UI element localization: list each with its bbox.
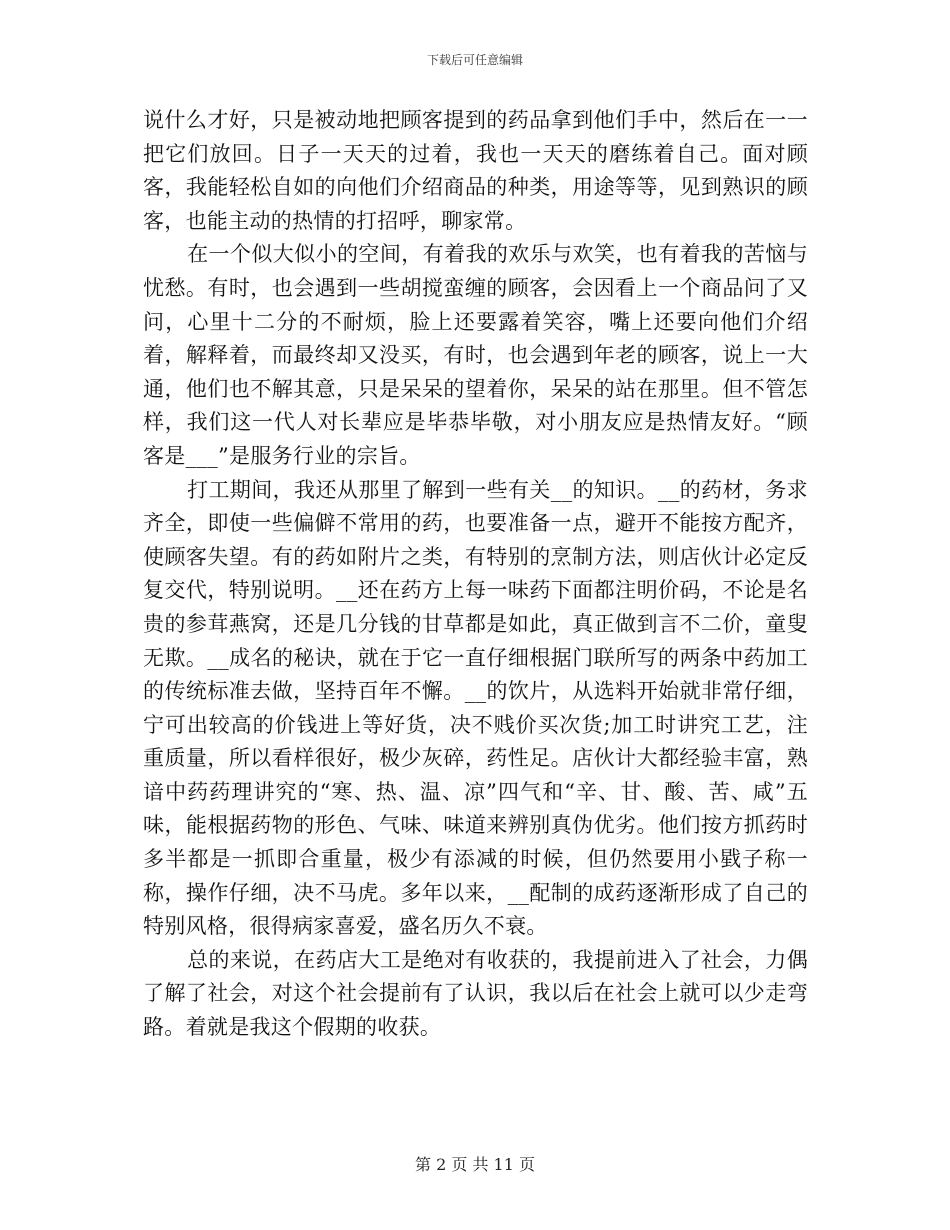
paragraph-2: 在一个似大似小的空间，有着我的欢乐与欢笑，也有着我的苦恼与忧愁。有时，也会遇到一些胡搅蛮缠的顾客，会因看上一个商品问了又问，心里十二分的不耐烦，脸上还要露着笑容，嘴上还要向他们介绍着，解释着，而最终却又没买，有时，也会遇到年老的顾客，说上一大通，他们也不解其意，只是呆呆的望着你，呆呆的站在那里。但不管怎样，我们这一代人对长辈应是毕恭毕敬，对小朋友应是热情友好。“顾客是___”是服务行业的宗旨。: [143, 242, 808, 468]
page-header: 下载后可任意编辑: [426, 53, 523, 67]
paragraph-4: 总的来说，在药店大工是绝对有收获的，我提前进入了社会，力偶了解了社会，对这个社会提前有了认识，我以后在社会上就可以少走弯路。着就是我这个假期的收获。: [143, 947, 808, 1040]
page-number: 第 2 页 共 11 页: [415, 1155, 535, 1174]
paragraph-1: 说什么才好，只是被动地把顾客提到的药品拿到他们手中，然后在一一把它们放回。日子一天天的过着，我也一天天的磨练着自己。面对顾客，我能轻松自如的向他们介绍商品的种类，用途等等，见到熟识的顾客，也能主动的热情的打招呼，聊家常。: [143, 108, 808, 233]
paragraph-3: 打工期间，我还从那里了解到一些有关__的知识。__的药材，务求齐全，即使一些偏僻不常用的药，也要准备一点，避开不能按方配齐，使顾客失望。有的药如附片之类，有特别的烹制方法，则店伙计必定反复交代，特别说明。__还在药方上每一味药下面都注明价码，不论是名贵的参茸燕窝，还是几分钱的甘草都是如此，真正做到言不二价，童叟无欺。__成名的秘诀，就在于它一直仔细根据门联所写的两条中药加工的传统标准去做，坚持百年不懈。__的饮片，从选料开始就非常仔细，宁可出较高的价钱进上等好货，决不贱价买次货;加工时讲究工艺，注重质量，所以看样很好，极少灰碎，药性足。店伙计大都经验丰富，熟谙中药药理讲究的“寒、热、温、凉”四气和“辛、甘、酸、苦、咸”五味，能根据药物的形色、气味、味道来辨别真伪优劣。他们按方抓药时多半都是一抓即合重量，极少有添减的时候，但仍然要用小戥子称一称，操作仔细，决不马虎。多年以来，__配制的成药逐渐形成了自己的特别风格，很得病家喜爱，盛名历久不衰。: [143, 477, 808, 939]
document-body: [143, 104, 808, 1045]
